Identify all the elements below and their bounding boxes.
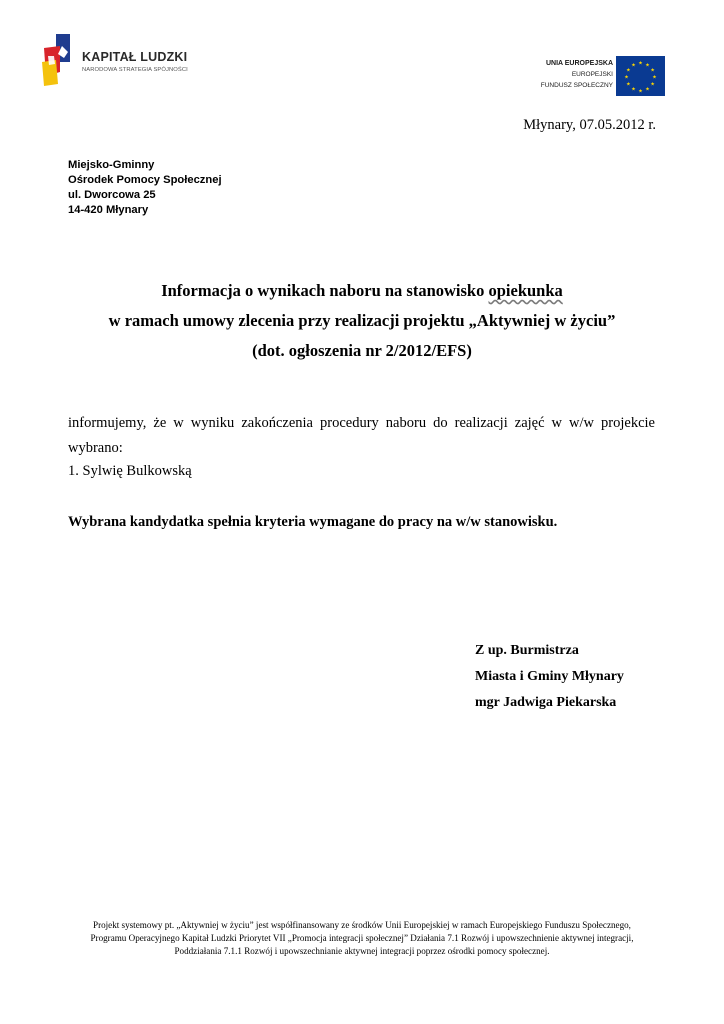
conclusion-statement: Wybrana kandydatka spełnia kryteria wymagane do pracy na w/w stanowisku. [68,514,558,530]
eu-flag-icon [616,56,665,96]
sender-line: ul. Dworcowa 25 [68,189,156,201]
heading-position-name: opiekunka [488,281,563,300]
sender-line: Ośrodek Pomocy Społecznej [68,174,222,186]
footer-line: Projekt systemowy pt. „Aktywniej w życiu” jest współfinansowany ze środków Unii Europejskiej w ramach Europejskiego Funduszu Społecznego, [93,920,631,930]
heading-line-2: w ramach umowy zlecenia przy realizacji projektu „Aktywniej w życiu” [108,311,616,330]
sender-line: Miejsko-Gminny [68,159,155,171]
signature-line: mgr Jadwiga Piekarska [475,695,617,710]
svg-text:★: ★ [631,62,636,69]
kapital-ludzki-logo [38,32,208,92]
svg-text:★: ★ [638,60,643,67]
footer-line: Poddziałania 7.1.1 Rozwój i upowszechnianie aktywnej integracji poprzez ośrodki pomocy społecznej. [174,946,550,956]
eu-logo-text [541,58,613,91]
svg-text:★: ★ [631,86,636,93]
heading-line-1 [0,276,724,306]
kapital-ludzki-title: KAPITAŁ LUDZKI [82,50,188,64]
heading-line-1-text: Informacja o wynikach naboru na stanowisko [161,281,489,300]
sender-address [68,158,222,218]
kapital-ludzki-subtitle: NARODOWA STRATEGIA SPÓJNOŚCI [82,67,188,73]
svg-text:★: ★ [626,67,631,74]
svg-text:★: ★ [638,88,643,95]
signature-line: Z up. Burmistrza [475,643,579,658]
document-date: Młynary, 07.05.2012 r. [523,117,656,133]
svg-text:★: ★ [645,62,650,69]
document-heading [0,276,724,366]
sender-line: 14-420 Młynary [68,204,149,216]
svg-text:★: ★ [650,81,655,88]
svg-text:★: ★ [650,67,655,74]
svg-text:★: ★ [652,74,657,81]
eu-logo-line2: EUROPEJSKI [571,71,613,78]
svg-text:★: ★ [626,81,631,88]
kapital-ludzki-emblem-icon [38,32,82,88]
signature-block [475,638,624,716]
selected-candidate: 1. Sylwię Bulkowską [68,463,192,479]
signature-line: Miasta i Gminy Młynary [475,669,624,684]
footer-note [40,919,684,958]
heading-line-3: (dot. ogłoszenia nr 2/2012/EFS) [252,341,472,360]
body-paragraph: informujemy, że w wyniku zakończenia procedury naboru do realizacji zajęć w w/w projekcie wybrano: [68,415,655,456]
footer-line: Programu Operacyjnego Kapitał Ludzki Priorytet VII „Promocja integracji społecznej” Działania 7.1 Rozwój i upowszechnienie aktywnej integracji, [90,933,634,943]
svg-text:★: ★ [645,86,650,93]
eu-logo-line3: FUNDUSZ SPOŁECZNY [540,82,613,89]
svg-text:★: ★ [624,74,629,81]
eu-logo-line1: UNIA EUROPEJSKA [545,60,613,67]
